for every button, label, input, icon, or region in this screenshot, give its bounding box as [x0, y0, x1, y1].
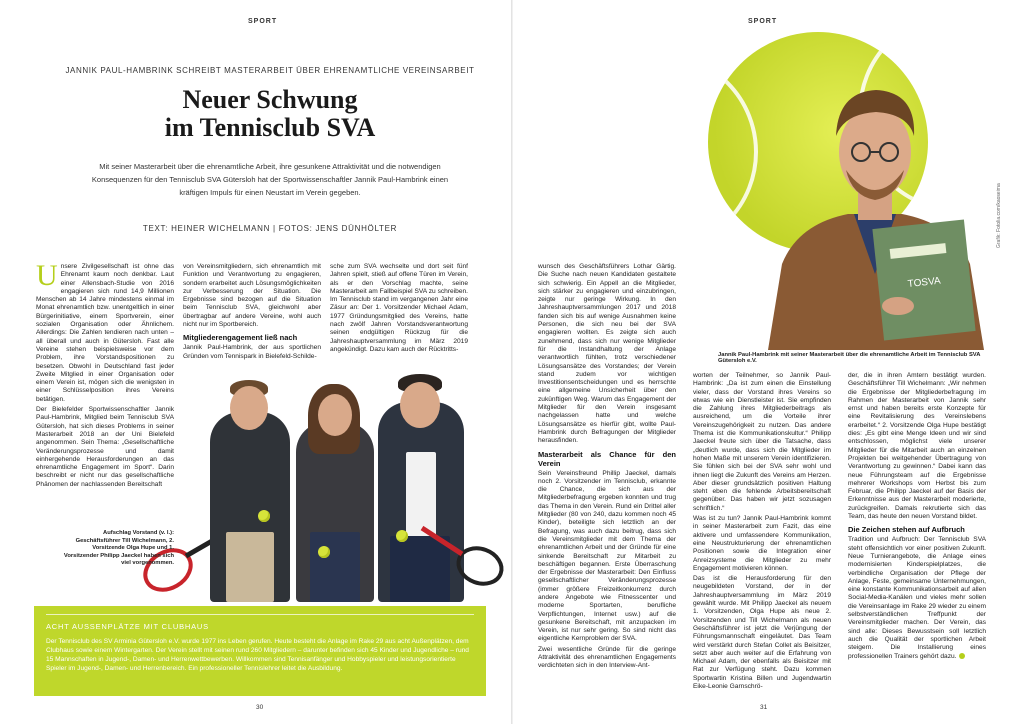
- subheading: Masterarbeit als Chance für den Verein: [538, 449, 676, 468]
- left-column-2: [183, 263, 321, 373]
- photo-credit: Grafik: Fotolia.com/kaoseima: [996, 183, 1002, 248]
- jannik-portrait-photo: [758, 74, 992, 350]
- right-column-3: [848, 372, 986, 695]
- face-shape: [400, 382, 440, 428]
- body-paragraph: Das ist die Herausforderung für den neugebildeten Vorstand, der in der Jahreshauptversammlung im März 2019 gewählt wurde. Mit Philipp Jaeckel als neuem 1. Vorsitzenden, Olga Hupe als neue 2. Vorsitzenden und Till Wichelmann als neuen Geschäftsführer ist jetzt die Verjüngung der Führungsmannschaft eingeläutet. Das Team wird verstärkt durch Stefan Collet als Beisitzer, setzt aber auch weiter auf die Erfahrung von Michael Adam, der ebenfalls als Beisitzer mit Rat zur Verfügung steht. Dazu kommen Sportwartin Kristina Billen und Jugendwartin Eike-Leonie Garnschrö-: [693, 575, 831, 690]
- article-credits: TEXT: HEINER WICHELMANN | FOTOS: JENS DÜNHÖLTER: [142, 224, 398, 233]
- subheading: Die Zeichen stehen auf Aufbruch: [848, 525, 965, 535]
- body-paragraph: Zwei wesentliche Gründe für die geringe Attraktivität des ehrenamtlichen Engagements verdichteten sich in den Interview-Ant-: [538, 645, 676, 670]
- body-paragraph: Jannik Paul-Hambrink, der aus sportlichen Gründen vom Tennispark in Bielefeld-Schilde-: [183, 344, 321, 360]
- right-column-1: [538, 263, 676, 695]
- subheading: Mitgliederengagement ließ nach: [183, 333, 298, 343]
- tennis-ball: [318, 546, 330, 558]
- body-paragraph: Tradition und Aufbruch: Der Tennisclub SVA steht offensichtlich vor einer positiven Zukunft. Neue Turnierangebote, die Anlage eines modernisierten Kinderspielplatzes, die verbindliche Organisation der Pflege der Anlage, Feste, gemeinsame Unternehmungen, eine konstante Kommunikationsarbeit auf allen Social-Media-Kanälen und vieles mehr sollen die Vereinsanlage im Rake 29 wieder zu einem selbstverständlichen Treffpunkt der Vereinsmitglieder machen. Der Verein, das sind alle: Dieses Bewusstsein soll letztlich auch die Qualität der sportlichen Arbeit steigern. Die Installierung eines professionellen Trainers gehört dazu.: [848, 536, 986, 660]
- body-paragraph: wunsch des Geschäftsführers Lothar Gärtig. Die Suche nach neuen Kandidaten gestaltete sich schwierig. Ein Appell an die Mitglieder, sich stärker zu engagieren und einzubringen, zeigte nur geringe Wirkung. In den Jahreshauptversammlungen 2017 und 2018 fanden sich bis auf wenige Ausnahmen keine Personen, die sich neu bei der SVA engagieren wollten. Es zeigte sich auch zunehmend, dass sich nur wenige Mitglieder für die Instandhaltung der Anlage verantwortlich fühlten, trotz verschiedener Lösungsansätze des Vorstandes; der Verein stand zudem vor wichtigen Investitionsentscheidungen und es herrschte eine allgemeine Unsicherheit über den zukünftigen Weg. Warum das Engagement der Mitglieder für den Verein insgesamt nachgelassen hatte und welche Lösungsansätze es hierfür gibt, wollte Paul-Hambrink durch Befragungen der Mitglieder herausfinden.: [538, 263, 676, 445]
- left-column-1: [36, 263, 174, 525]
- page-gutter: [511, 0, 513, 724]
- trousers-shape: [226, 532, 274, 602]
- tennis-ball-seam: [708, 52, 758, 252]
- info-box-title: ACHT AUSSENPLÄTZE MIT CLUBHAUS: [46, 622, 209, 631]
- end-mark-icon: [959, 653, 965, 659]
- body-paragraph: nsere Zivilgesellschaft ist ohne das Ehrenamt kaum noch denkbar. Laut einer Allensbach-Studie von 2016 engagieren sich rund 14,9 Millionen Menschen ab 14 Jahre mindestens einmal im Monat ehrenamtlich bzw. unentgeltlich in einer Bürgerinitiative, einem Sportverein, einer sozialen Organisation oder Ähnlichem. Allerdings: Die Zahlen tendieren nach unten – all überall und auch in Gütersloh. Fast alle Vereine stehen beispielsweise vor dem Problem, ihre Vorstandspositionen zu besetzen. Obwohl in Deutschland fast jeder Zweite Mitglied in einer Organisation oder einem Verein ist, mögen sich die wenigsten in einer Schlüsselposition ihres Vereins betätigen.: [36, 263, 174, 403]
- article-headline: [60, 86, 480, 142]
- tennis-racket-right: [418, 520, 508, 600]
- article-kicker: JANNIK PAUL-HAMBRINK SCHREIBT MASTERARBEIT ÜBER EHRENAMTLICHE VEREINSARBEIT: [65, 66, 475, 75]
- section-label-right: SPORT: [748, 18, 778, 25]
- portrait-caption: Jannik Paul-Hambrink mit seiner Masterarbeit über die ehrenamtliche Arbeit im Tennisclub SVA Gütersloh e.V.: [718, 352, 981, 364]
- headline-line-2: im Tennisclub SVA: [164, 113, 376, 142]
- left-column-3: [330, 263, 468, 355]
- group-photo-caption: Aufschlag Vorstand (v. l.): Geschäftsführer Till Wichelmann, 2. Vorsitzende Olga Hupe und 1. Vorsitzender Philipp Jaeckel haben sich viel vorgenommen.: [63, 530, 174, 566]
- info-box-divider: [46, 614, 474, 615]
- tennis-ball: [396, 530, 408, 542]
- section-label-left: SPORT: [248, 18, 278, 25]
- board-group-photo: [168, 370, 488, 602]
- page-number-left: 30: [256, 704, 264, 711]
- right-column-2: [693, 372, 831, 695]
- info-box-text: Der Tennisclub des SV Arminia Gütersloh e.V. wurde 1977 ins Leben gerufen. Heute besteht die Anlage im Rake 29 aus acht Außenplätzen, dem Clubhaus sowie einem Wintergarten. Der Verein stellt mit seinen rund 260 Mitgliedern – darunter befinden sich 45 Kinder und Jugendliche – rund 15 Mannschaften in Jugend-, Damen- und Herrenwettbewerben. Willkommen sind Tennisanfänger und Hobbyspieler und leistungsorientierte Spieler im Jugend-, Damen- und Herrenbereich. Ein professioneller Tennislehrer leitet die Ausbildung.: [46, 638, 469, 672]
- body-paragraph: von Vereinsmitgliedern, sich ehrenamtlich mit Funktion und Verantwortung zu engagieren, sondern erarbeitet auch Lösungsmöglichkeiten zur Verbesserung der Situation. Die Ergebnisse sind bezogen auf die Situation beim Tennisclub SVA, gleichwohl aber übertragbar auf andere Vereine, wohl auch nicht nur im Sportbereich.: [183, 263, 321, 329]
- page-number-right: 31: [760, 704, 768, 711]
- body-paragraph: worten der Teilnehmer, so Jannik Paul-Hambrink: „Da ist zum einen die Einstellung vieler, dass der Vorstand ihres Vereins so etwas wie ein Dienstleister ist. Sie empfinden die Zahlung ihres Mitgliederbeitrags als ausreichend, um die Vorteile ihrer Vereinszugehörigkeit zu nutzen. Das andere Thema ist die Kommunikationskultur.“ Philipp Jaeckel freute sich über die Tatsache, dass „deutlich wurde, dass sich die Mitglieder im hohen Maße mit unserem Verein identifizieren. Sie fühlen sich bei der SVA sehr wohl und ihnen liegt die Zukunft des Vereins am Herzen. Aber dieser grundsätzlich positiven Haltung steht eben die fehlende Arbeitsbereitschaft gegenüber. Das haben wir jetzt sozusagen schriftlich.“: [693, 372, 831, 512]
- body-paragraph: sche zum SVA wechselte und dort seit fünf Jahren spielt, stieß auf offene Türen im Verein, als er den Vorschlag machte, seine Masterarbeit am Fallbeispiel SVA zu schreiben. Im Tennisclub stand im vergangenen Jahr eine Zäsur an: Der 1. Vorsitzender Michael Adam, 1977 Gründungsmitglied des Vereins, hatte nach zwölf Jahren Vorstandsverantwortung seinen endgültigen Rückzug für die Jahreshauptversammlung im März 2019 angekündigt. Dazu kam auch der Rücktritts-: [330, 263, 468, 353]
- tennis-ball: [258, 510, 270, 522]
- info-box: [34, 606, 486, 696]
- article-teaser: Mit seiner Masterarbeit über die ehrenamtliche Arbeit, ihre gesunkene Attraktivität und die notwendigen Konsequenzen für den Tennisclub SVA Gütersloh hat der Sportwissenschaftler Jannik Paul-Hambrink einen kräftigen Impuls für einen Neustart im Verein gegeben.: [91, 162, 449, 197]
- drop-cap: U: [36, 263, 58, 292]
- face-shape: [318, 394, 352, 436]
- headline-line-1: Neuer Schwung: [182, 85, 358, 114]
- svg-text:TOSVA: TOSVA: [907, 275, 942, 291]
- body-paragraph: Was ist zu tun? Jannik Paul-Hambrink kommt in seiner Masterarbeit zum Fazit, das eine aktivere und umfassendere Kommunikation, eine Neustrukturierung der ehrenamtlichen Positionen sowie die Integration einer Anreizsysteme die Mitglieder zu mehr Engagement motivieren können.: [693, 515, 831, 572]
- body-paragraph: der, die in ihren Ämtern bestätigt wurden. Geschäftsführer Till Wichelmann: „Wir nehmen die Ergebnisse der Mitgliederbefragung im Rahmen der Masterarbeit von Jannik sehr ernst und haben bereits erste Konzepte für eine Revitalisierung des Vereinslebens erarbeitet.“ 2. Vorsitzende Olga Hupe bestätigt dies: „Es gibt eine Menge Ideen und wir sind entschlossen, möglichst viele unserer Mitglieder für die Mitarbeit auch an einzelnen Projekten bei weitgehender Übertragung von Verantwortung zu gewinnen.“ Dabei kann das neue Führungsteam auf die Ergebnisse mehrerer Workshops vom Herbst bis zum Februar, die Philipp Jaeckel auf der Basis der Erkenntnisse aus der Masterarbeit moderierte, zurückgreifen. Damals rekrutierte sich das Team, das heute den neuen Vorstand bildet.: [848, 372, 986, 521]
- body-paragraph: Der Bielefelder Sportwissenschaftler Jannik Paul-Hambrink, Mitglied beim Tennisclub SVA Gütersloh, hat sich dieses Problems in seiner Masterarbeit 2018 an der Uni Bielefeld angenommen. Sein Thema: „Gesellschaftliche Veränderungsprozesse und damit einhergehende Herausforderungen an das ehrenamtliche Engagement im Sport“. Darin beschreibt er nicht nur das gesellschaftliche Phänomen der nachlassenden Bereitschaft: [36, 406, 174, 488]
- face-shape: [230, 386, 268, 430]
- jeans-shape: [310, 532, 360, 602]
- body-paragraph: Sein Vereinsfreund Phillip Jaeckel, damals noch 2. Vorsitzender im Tennisclub, erkannte die Chance, die sich aus der Mitgliederbefragung ergeben konnten und trug das Thema in den Verein. Rund ein Drittel aller Mitglieder (80 von 240, dazu kommen noch 45 Kinder), beteiligte sich letztlich an der Befragung, was auch dazu beitrug, dass sich die Vereinsmitglieder mit dem Thema der ehrenamtlichen Arbeit und der Gründe für eine sinkende Bereitschaft zur Mitarbeit zu beschäftigen begannen. Erste Überraschung der Ergebnisse der Masterarbeit: Den Einfluss gesellschaftlicher Veränderungsprozesse (immer größere Freizeitkonkurrenz durch andere Angebote wie Fitnesscenter und moderne Sportarten, berufliche Verpflichtungen, Internet usw.) auf die gesunkene Bereitschaft, mit anzupacken im Verein, ist nur sehr gering. So sind nicht das eigentliche Kernproblem der SVA.: [538, 469, 676, 643]
